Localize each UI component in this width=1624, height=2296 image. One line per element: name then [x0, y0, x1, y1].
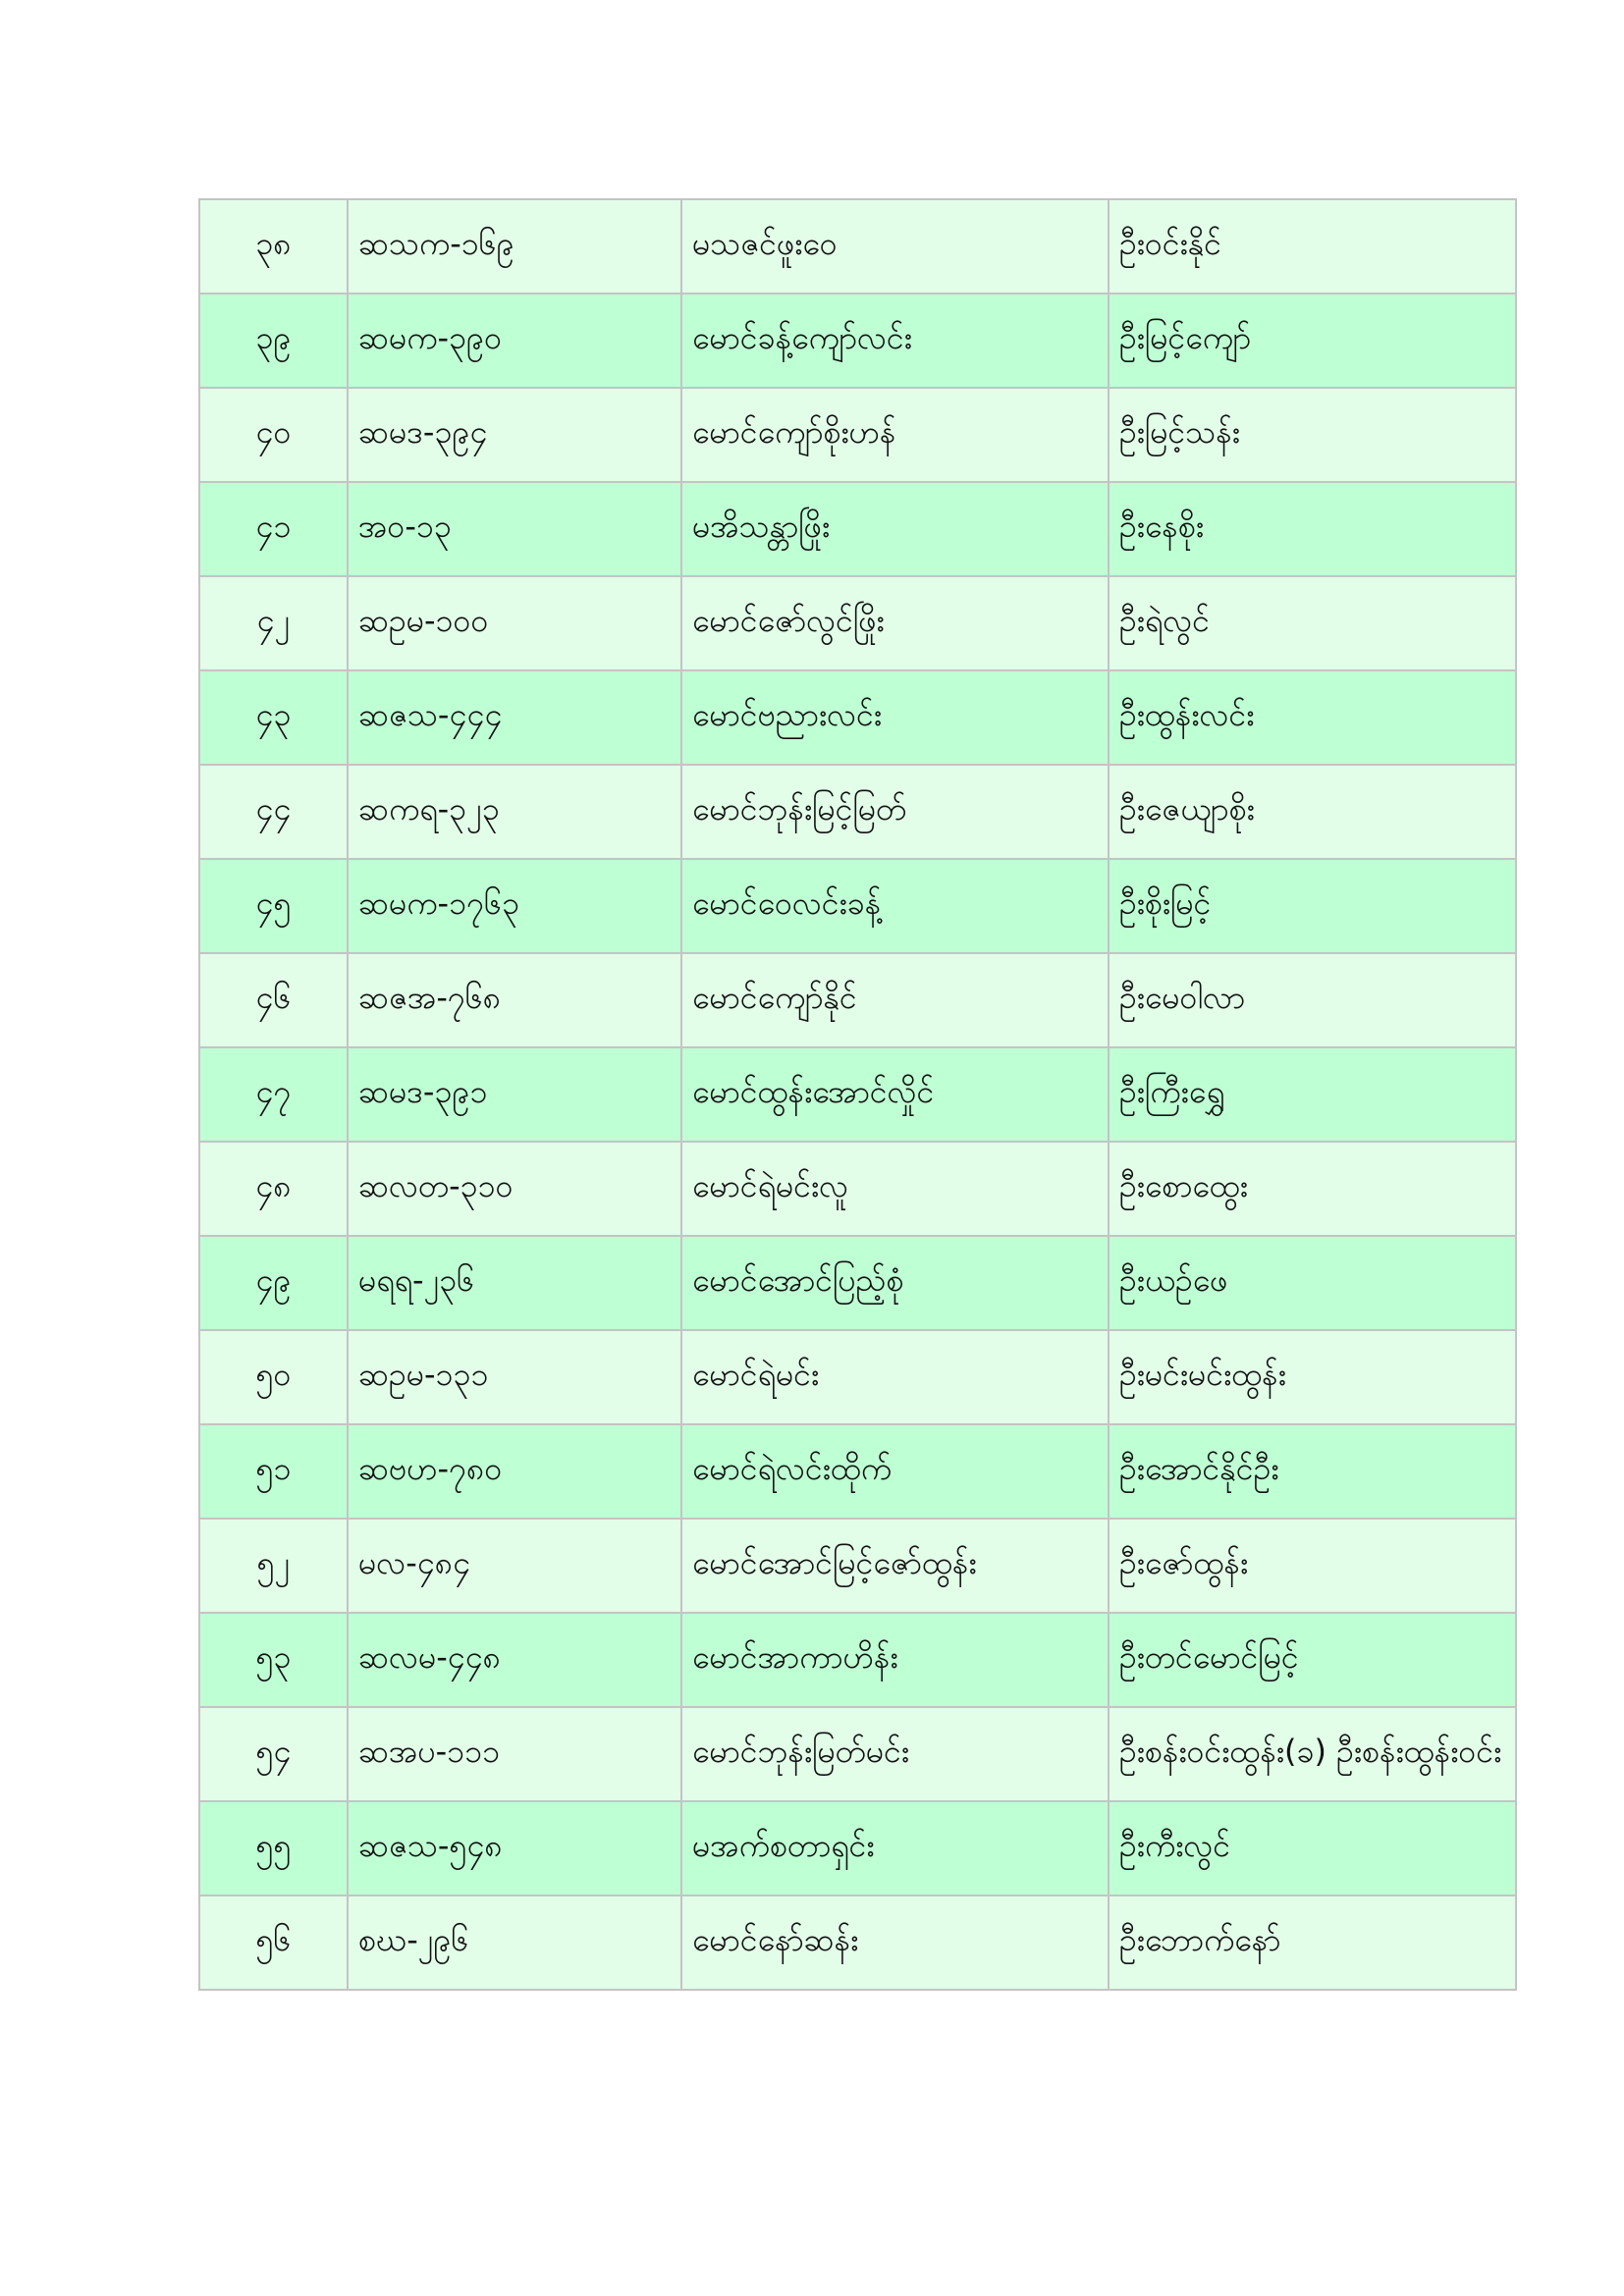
registration-id-cell: ဆအပ-၁၁၁ — [348, 1707, 681, 1801]
serial-number-cell: ၅၅ — [199, 1801, 348, 1896]
student-name-cell: မောင်အောင်ပြည့်စုံ — [681, 1236, 1109, 1330]
father-name-cell: ဦးစောထွေး — [1109, 1142, 1516, 1236]
serial-number-cell: ၄၉ — [199, 1236, 348, 1330]
serial-number-cell: ၄၈ — [199, 1142, 348, 1236]
registration-id-cell: မလ-၄၈၄ — [348, 1519, 681, 1613]
registration-id-cell: ဆကရ-၃၂၃ — [348, 765, 681, 859]
serial-number-cell: ၄၂ — [199, 576, 348, 670]
table-row — [199, 1424, 1516, 1519]
father-name-cell: ဦးယဉ်ဖေ — [1109, 1236, 1516, 1330]
serial-number-cell: ၄၁ — [199, 482, 348, 576]
serial-number-cell: ၅၆ — [199, 1896, 348, 1990]
father-name-cell: ဦးထွန်းလင်း — [1109, 670, 1516, 765]
serial-number-cell: ၄၆ — [199, 953, 348, 1047]
registration-id-cell: ဆဥမ-၁၃၁ — [348, 1330, 681, 1424]
registration-id-cell: ဆဇသ-၅၄၈ — [348, 1801, 681, 1896]
father-name-cell: ဦးကီးလွင် — [1109, 1801, 1516, 1896]
registration-id-cell: ဆဇသ-၄၄၄ — [348, 670, 681, 765]
student-name-cell: မောင်ကျော်စိုးဟန် — [681, 388, 1109, 482]
table-row — [199, 1142, 1516, 1236]
table-row — [199, 1707, 1516, 1801]
registration-id-cell: ဆမက-၁၇၆၃ — [348, 859, 681, 953]
student-name-cell: မသဇင်ဖူးဝေ — [681, 199, 1109, 294]
father-name-cell: ဦးမင်းမင်းထွန်း — [1109, 1330, 1516, 1424]
registration-id-cell: ဆဥမ-၁၀၀ — [348, 576, 681, 670]
father-name-cell: ဦးမေဝါလာ — [1109, 953, 1516, 1047]
student-name-cell: မောင်ဝေလင်းခန့် — [681, 859, 1109, 953]
serial-number-cell: ၃၈ — [199, 199, 348, 294]
table-row — [199, 199, 1516, 294]
father-name-cell: ဦးနေစိုး — [1109, 482, 1516, 576]
student-name-cell: မောင်ရဲလင်းထိုက် — [681, 1424, 1109, 1519]
serial-number-cell: ၅၀ — [199, 1330, 348, 1424]
father-name-cell: ဦးအောင်နိုင်ဦး — [1109, 1424, 1516, 1519]
table-row — [199, 1613, 1516, 1707]
student-name-cell: မအက်စတာရှင်း — [681, 1801, 1109, 1896]
student-name-cell: မောင်အောင်မြင့်ဇော်ထွန်း — [681, 1519, 1109, 1613]
student-name-cell: မောင်အာကာဟိန်း — [681, 1613, 1109, 1707]
father-name-cell: ဦးကြီးရွှေ — [1109, 1047, 1516, 1142]
serial-number-cell: ၄၀ — [199, 388, 348, 482]
serial-number-cell: ၄၇ — [199, 1047, 348, 1142]
father-name-cell: ဦးစန်းဝင်းထွန်း(ခ) ဦးစန်းထွန်းဝင်း — [1109, 1707, 1516, 1801]
registration-id-cell: ဆမဒ-၃၉၁ — [348, 1047, 681, 1142]
registration-id-cell: စဃ-၂၉၆ — [348, 1896, 681, 1990]
table-row — [199, 482, 1516, 576]
table-row — [199, 1519, 1516, 1613]
roster-table — [198, 198, 1517, 1991]
registration-id-cell: ဆလမ-၄၄၈ — [348, 1613, 681, 1707]
serial-number-cell: ၅၃ — [199, 1613, 348, 1707]
registration-id-cell: အဝ-၁၃ — [348, 482, 681, 576]
student-name-cell: မောင်ခန့်ကျော်လင်း — [681, 294, 1109, 388]
table-row — [199, 1801, 1516, 1896]
father-name-cell: ဦးစိုးမြင့် — [1109, 859, 1516, 953]
serial-number-cell: ၄၃ — [199, 670, 348, 765]
table-row — [199, 1236, 1516, 1330]
father-name-cell: ဦးဇေယျာစိုး — [1109, 765, 1516, 859]
table-row — [199, 670, 1516, 765]
serial-number-cell: ၅၁ — [199, 1424, 348, 1519]
table-row — [199, 576, 1516, 670]
student-name-cell: မောင်ဇော်လွင်ဖြိုး — [681, 576, 1109, 670]
student-name-cell: မောင်ထွန်းအောင်လှိုင် — [681, 1047, 1109, 1142]
father-name-cell: ဦးဘောက်နော် — [1109, 1896, 1516, 1990]
student-name-cell: မောင်ဗညားလင်း — [681, 670, 1109, 765]
registration-id-cell: မရရ-၂၃၆ — [348, 1236, 681, 1330]
student-name-cell: မောင်နော်ဆန်း — [681, 1896, 1109, 1990]
student-name-cell: မောင်ဘုန်းမြင့်မြတ် — [681, 765, 1109, 859]
father-name-cell: ဦးရဲလွင် — [1109, 576, 1516, 670]
registration-id-cell: ဆလတ-၃၁၀ — [348, 1142, 681, 1236]
table-row — [199, 294, 1516, 388]
student-name-cell: မောင်ဘုန်းမြတ်မင်း — [681, 1707, 1109, 1801]
father-name-cell: ဦးမြင့်ကျော် — [1109, 294, 1516, 388]
table-row — [199, 1047, 1516, 1142]
registration-id-cell: ဆမဒ-၃၉၄ — [348, 388, 681, 482]
serial-number-cell: ၄၅ — [199, 859, 348, 953]
registration-id-cell: ဆမက-၃၉၀ — [348, 294, 681, 388]
roster-table-body — [199, 199, 1516, 1990]
serial-number-cell: ၅၂ — [199, 1519, 348, 1613]
student-name-cell: မောင်ရဲမင်းလူ — [681, 1142, 1109, 1236]
table-row — [199, 1896, 1516, 1990]
table-row — [199, 953, 1516, 1047]
table-row — [199, 859, 1516, 953]
father-name-cell: ဦးတင်မောင်မြင့် — [1109, 1613, 1516, 1707]
student-name-cell: မောင်ကျော်နိုင် — [681, 953, 1109, 1047]
father-name-cell: ဦးဇော်ထွန်း — [1109, 1519, 1516, 1613]
serial-number-cell: ၄၄ — [199, 765, 348, 859]
father-name-cell: ဦးမြင့်သန်း — [1109, 388, 1516, 482]
table-row — [199, 765, 1516, 859]
registration-id-cell: ဆဗဟ-၇၈၀ — [348, 1424, 681, 1519]
serial-number-cell: ၅၄ — [199, 1707, 348, 1801]
father-name-cell: ဦးဝင်းနိုင် — [1109, 199, 1516, 294]
student-name-cell: မအိသန္တာဖြိုး — [681, 482, 1109, 576]
table-row — [199, 1330, 1516, 1424]
student-name-cell: မောင်ရဲမင်း — [681, 1330, 1109, 1424]
registration-id-cell: ဆဇအ-၇၆၈ — [348, 953, 681, 1047]
registration-id-cell: ဆသက-၁၆၉ — [348, 199, 681, 294]
serial-number-cell: ၃၉ — [199, 294, 348, 388]
table-row — [199, 388, 1516, 482]
